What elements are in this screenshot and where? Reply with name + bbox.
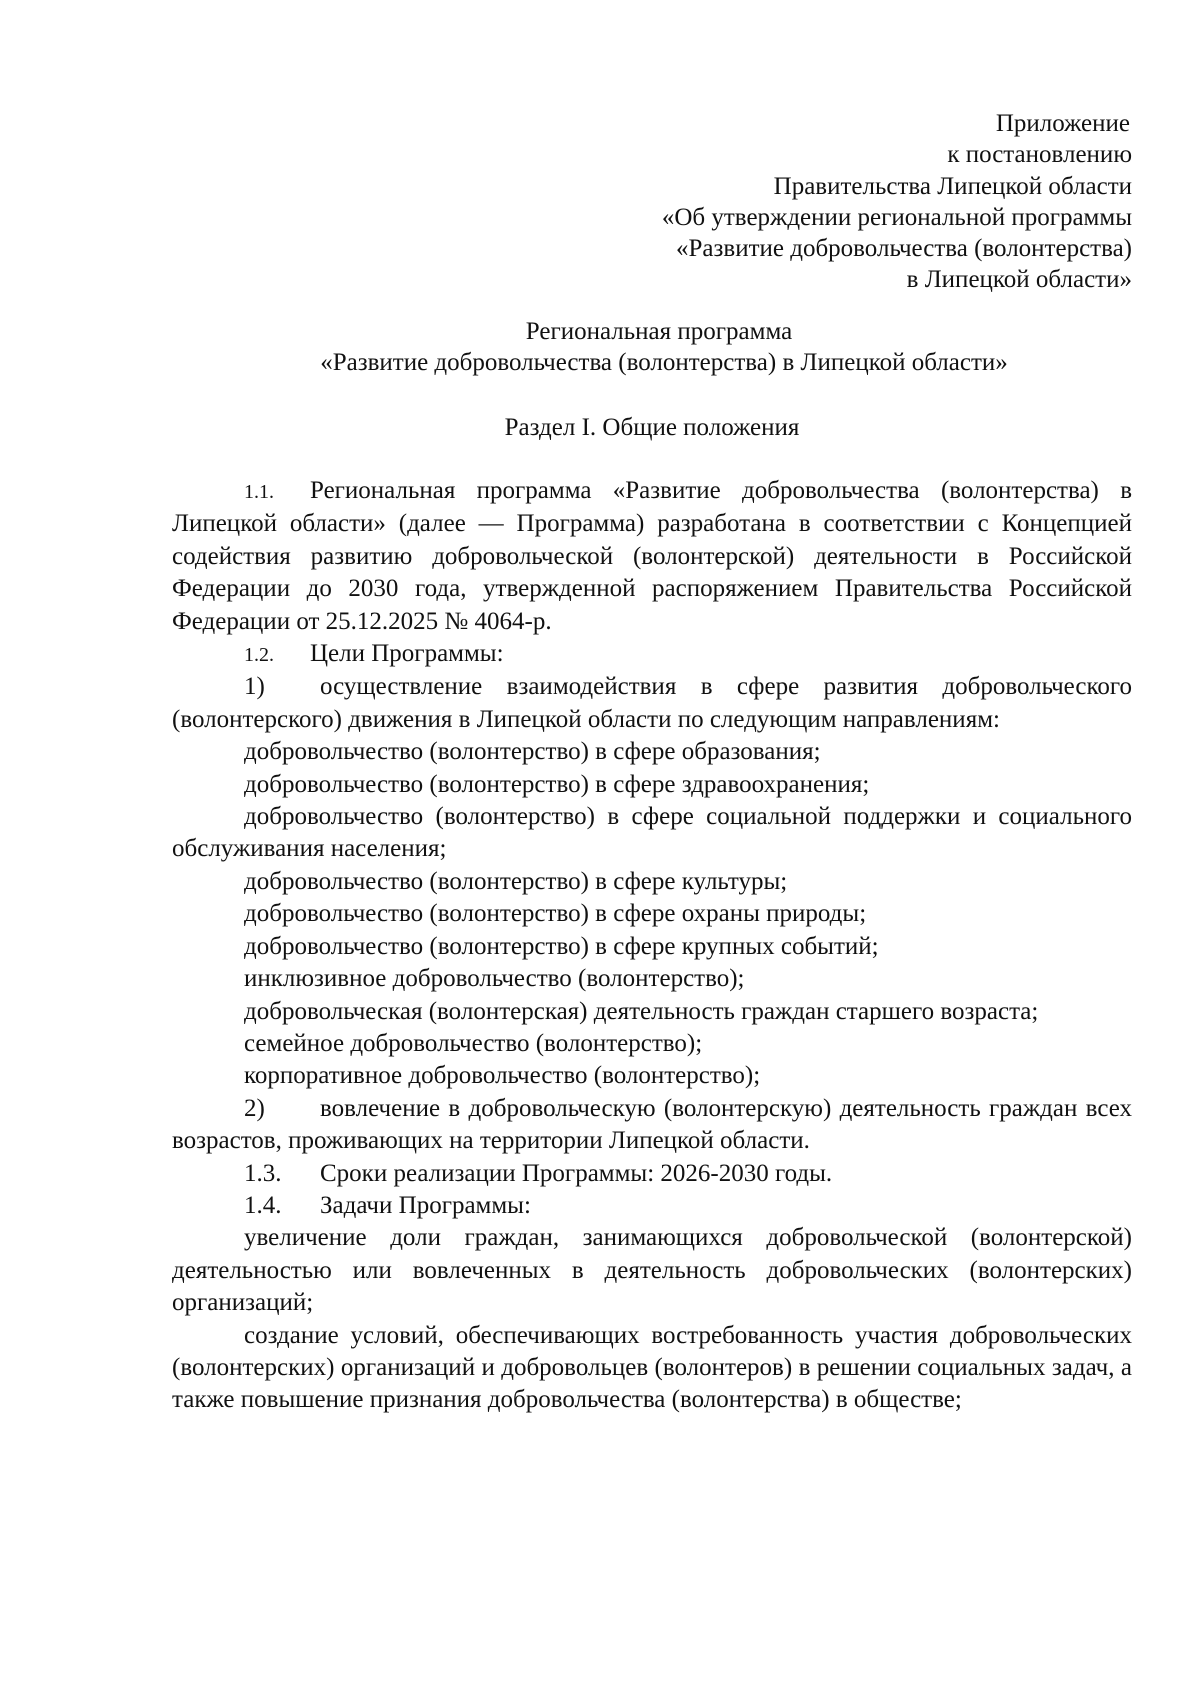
direction-item: инклюзивное добровольчество (волонтерство); [244,965,745,993]
paragraph-text: вовлечение в добровольческую (волонтерскую) деятельность граждан всех возрастов, проживающих на территории Липецкой области. [172,1094,1132,1155]
annex-block [520,108,1132,296]
item-number: 1.4. [244,1191,282,1219]
goal-1 [172,671,1132,736]
direction-item: добровольческая (волонтерская) деятельность граждан старшего возраста; [244,997,1039,1025]
program-title-line: Региональная программа [525,318,793,345]
direction-item: семейное добровольчество (волонтерство); [244,1029,703,1057]
annex-line: Приложение [995,110,1130,137]
direction-item: добровольчество (волонтерство) в сфере крупных событий; [244,932,879,960]
annex-line: «Развитие добровольчества (волонтерства) [676,235,1132,263]
direction-item: корпоративное добровольчество (волонтерство); [244,1062,761,1090]
document-body [172,475,1132,1417]
item-number: 1) [244,673,265,701]
paragraph-1-3 [172,1158,1132,1190]
goal-2 [172,1093,1132,1158]
program-title [0,316,1200,379]
direction-item: добровольчество (волонтерство) в сфере здравоохранения; [244,770,870,798]
paragraph-text: Сроки реализации Программы: 2026-2030 годы. [320,1159,833,1187]
paragraph-text: осуществление взаимодействия в сфере развития добровольческого (волонтерского) движения в Липецкой области по следующим направлениям: [172,673,1132,733]
item-number: 1.1. [244,481,274,503]
annex-line: Правительства Липецкой области [773,172,1132,200]
paragraph-1-4 [172,1190,1132,1222]
annex-line: «Об утверждении региональной программы [661,203,1132,231]
annex-line: к постановлению [947,141,1132,169]
paragraph-text: Цели Программы: [310,640,504,668]
annex-line: в Липецкой области» [906,266,1132,294]
item-number: 2) [244,1094,265,1122]
item-number: 1.2. [244,644,274,667]
paragraph-1-2 [172,638,1132,671]
paragraph-1-1 [172,475,1132,638]
direction-item: добровольчество (волонтерство) в сфере образования; [244,738,821,766]
task-item: увеличение доли граждан, занимающихся добровольческой (волонтерской) деятельностью или вовлеченных в деятельность добровольческих (волонтерских) организаций; [172,1224,1132,1317]
direction-item: добровольчество (волонтерство) в сфере охраны природы; [244,900,867,928]
paragraph-text: Региональная программа «Развитие добровольчества (волонтерства) в Липецкой области» (далее — Программа) разработана в соответствии с Концепцией содействия развитию добровольческой (волонтерской) деятельности в Российской Федерации до 2030 года, утвержденной распоряжением Правительства Российской Федерации от 25.12.2025 № 4064-р. [172,477,1132,635]
direction-item: добровольчество (волонтерство) в сфере культуры; [244,867,788,895]
direction-item: добровольчество (волонтерство) в сфере социальной поддержки и социального обслуживания населения; [172,803,1132,863]
item-number: 1.3. [244,1159,282,1187]
paragraph-text: Задачи Программы: [320,1191,531,1219]
section-heading: Раздел I. Общие положения [504,414,800,441]
program-title-line: «Развитие добровольчества (волонтерства) в Липецкой области» [320,349,1008,377]
task-item: создание условий, обеспечивающих востребованность участия добровольческих (волонтерских) организаций и добровольцев (волонтеров) в решении социальных задач, а также повышение признания добровольчества (волонтерства) в обществе; [172,1321,1132,1414]
